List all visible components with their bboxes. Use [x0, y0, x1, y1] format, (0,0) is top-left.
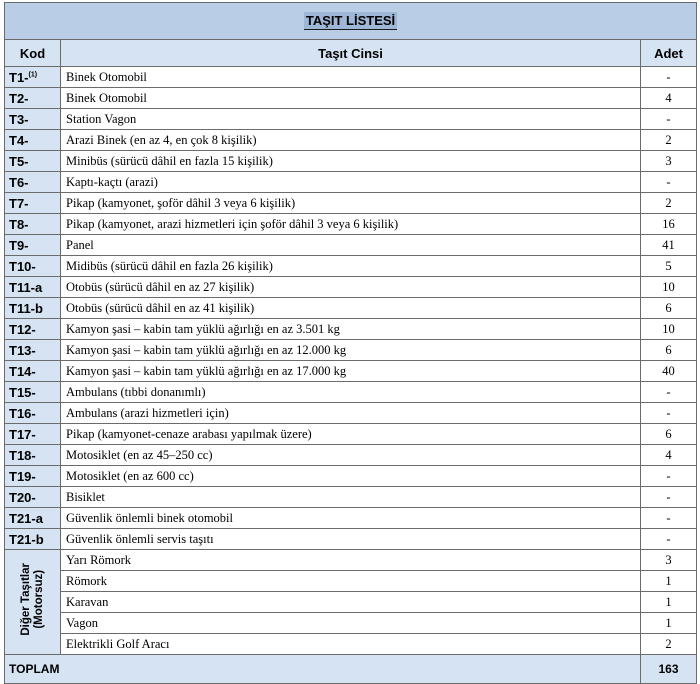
vehicle-code: [5, 235, 61, 256]
table-row: [5, 214, 697, 235]
vehicle-code: [5, 340, 61, 361]
vehicle-code: [5, 508, 61, 529]
vehicle-count: 1: [641, 571, 697, 592]
vehicle-type: Kamyon şasi – kabin tam yüklü ağırlığı en az 3.501 kg: [61, 319, 641, 340]
table-row: [5, 235, 697, 256]
table-row: [5, 319, 697, 340]
vehicle-type: Kamyon şasi – kabin tam yüklü ağırlığı en az 12.000 kg: [61, 340, 641, 361]
vehicle-code: [5, 214, 61, 235]
header-adet: Adet: [641, 40, 697, 67]
table-row: [5, 172, 697, 193]
vehicle-type: Bisiklet: [61, 487, 641, 508]
table-row: [5, 571, 697, 592]
vehicle-code: [5, 298, 61, 319]
vehicle-code-text: T6-: [9, 174, 29, 190]
vehicle-count: 4: [641, 445, 697, 466]
vehicle-type: Pikap (kamyonet-cenaze arabası yapılmak üzere): [61, 424, 641, 445]
header-tasit-cinsi: Taşıt Cinsi: [61, 40, 641, 67]
table-row: [5, 508, 697, 529]
vehicle-type: Otobüs (sürücü dâhil en az 41 kişilik): [61, 298, 641, 319]
vehicle-type: Ambulans (tıbbi donanımlı): [61, 382, 641, 403]
vehicle-type: Güvenlik önlemli servis taşıtı: [61, 529, 641, 550]
vehicle-count: -: [641, 109, 697, 130]
vehicle-type: Ambulans (arazi hizmetleri için): [61, 403, 641, 424]
vehicle-type: Motosiklet (en az 600 cc): [61, 466, 641, 487]
table-row: [5, 445, 697, 466]
vehicle-code: [5, 445, 61, 466]
table-row: [5, 592, 697, 613]
vehicle-type: Motosiklet (en az 45–250 cc): [61, 445, 641, 466]
vehicle-code: [5, 361, 61, 382]
vehicle-count: 6: [641, 340, 697, 361]
vehicle-code: [5, 403, 61, 424]
vehicle-type: Binek Otomobil: [61, 67, 641, 88]
vehicle-count: -: [641, 403, 697, 424]
vehicle-type: Kamyon şasi – kabin tam yüklü ağırlığı en az 17.000 kg: [61, 361, 641, 382]
other-vehicle-rows: [5, 550, 697, 655]
vehicle-type: Arazi Binek (en az 4, en çok 8 kişilik): [61, 130, 641, 151]
vehicle-type: Elektrikli Golf Aracı: [61, 634, 641, 655]
table-row: [5, 382, 697, 403]
vehicle-code-text: T13-: [9, 342, 36, 358]
table-row: [5, 466, 697, 487]
table-title-cell: [5, 3, 697, 40]
table-row: [5, 151, 697, 172]
header-kod: Kod: [5, 40, 61, 67]
vehicle-count: 2: [641, 634, 697, 655]
table-row: [5, 634, 697, 655]
vehicle-code-text: T9-: [9, 237, 29, 253]
vehicle-count: -: [641, 529, 697, 550]
vehicle-code: [5, 193, 61, 214]
vehicle-count: 1: [641, 592, 697, 613]
table-row: [5, 529, 697, 550]
vehicle-code: [5, 529, 61, 550]
vehicle-code-text: T8-: [9, 216, 29, 232]
vehicle-count: 40: [641, 361, 697, 382]
vehicle-count: 2: [641, 193, 697, 214]
table-row: [5, 193, 697, 214]
table-row: [5, 340, 697, 361]
vehicle-code: [5, 382, 61, 403]
vehicle-code: [5, 277, 61, 298]
table-row: [5, 109, 697, 130]
table-row: [5, 424, 697, 445]
vehicle-count: 5: [641, 256, 697, 277]
vehicle-code-text: T7-: [9, 195, 29, 211]
vehicle-type: Kaptı-kaçtı (arazi): [61, 172, 641, 193]
vehicle-type: Vagon: [61, 613, 641, 634]
vehicle-count: 3: [641, 550, 697, 571]
vehicle-list-table: [4, 2, 697, 684]
vehicle-count: 10: [641, 319, 697, 340]
vehicle-type: Panel: [61, 235, 641, 256]
table-row: [5, 130, 697, 151]
vehicle-type: Pikap (kamyonet, arazi hizmetleri için şoför dâhil 3 veya 6 kişilik): [61, 214, 641, 235]
footnote-marker: (1): [28, 71, 38, 79]
table-row: [5, 550, 697, 571]
table-row: [5, 298, 697, 319]
table-row: [5, 361, 697, 382]
vehicle-rows: [5, 67, 697, 550]
vehicle-count: -: [641, 382, 697, 403]
vehicle-count: -: [641, 487, 697, 508]
vehicle-code-text: T20-: [9, 489, 36, 505]
vehicle-code-text: T11-a: [9, 279, 43, 295]
table-row: [5, 613, 697, 634]
vehicle-code-text: T5-: [9, 153, 29, 169]
vehicle-code: [5, 466, 61, 487]
vehicle-code-text: T16-: [9, 405, 36, 421]
vehicle-list-document: [4, 2, 696, 684]
vehicle-code: [5, 88, 61, 109]
vehicle-code-text: T14-: [9, 363, 36, 379]
vehicle-count: 41: [641, 235, 697, 256]
vehicle-code: [5, 67, 61, 88]
vehicle-count: 6: [641, 424, 697, 445]
vehicle-code-text: T21-a: [9, 510, 43, 526]
total-value: 163: [641, 655, 697, 684]
vehicle-code: [5, 319, 61, 340]
vehicle-code: [5, 130, 61, 151]
vehicle-code-text: T4-: [9, 132, 29, 148]
table-title: TAŞIT LİSTESİ: [305, 13, 396, 28]
vehicle-code: [5, 424, 61, 445]
vehicle-count: 4: [641, 88, 697, 109]
vehicle-type: Binek Otomobil: [61, 88, 641, 109]
vehicle-code: [5, 487, 61, 508]
vehicle-code-text: T11-b: [9, 300, 43, 316]
vehicle-code-text: T10-: [9, 258, 36, 274]
table-row: [5, 67, 697, 88]
vehicle-type: Midibüs (sürücü dâhil en fazla 26 kişilik): [61, 256, 641, 277]
vehicle-code: [5, 256, 61, 277]
vehicle-code: [5, 151, 61, 172]
vehicle-count: 10: [641, 277, 697, 298]
vehicle-count: -: [641, 508, 697, 529]
vehicle-count: -: [641, 466, 697, 487]
vehicle-code-text: T2-: [9, 90, 29, 106]
vehicle-type: Karavan: [61, 592, 641, 613]
total-label: TOPLAM: [5, 655, 641, 684]
vehicle-type: Otobüs (sürücü dâhil en az 27 kişilik): [61, 277, 641, 298]
vehicle-type: Güvenlik önlemli binek otomobil: [61, 508, 641, 529]
vehicle-code: [5, 172, 61, 193]
vehicle-type: Station Vagon: [61, 109, 641, 130]
vehicle-code-text: T12-: [9, 321, 36, 337]
vehicle-type: Römork: [61, 571, 641, 592]
vehicle-code-text: T15-: [9, 384, 36, 400]
vehicle-code: [5, 109, 61, 130]
table-row: [5, 277, 697, 298]
vehicle-count: 6: [641, 298, 697, 319]
vehicle-count: -: [641, 172, 697, 193]
table-row: [5, 487, 697, 508]
table-row: [5, 403, 697, 424]
vehicle-code-text: T18-: [9, 447, 36, 463]
group-label-line1: Diğer Taşıtlar: [19, 563, 32, 636]
other-vehicles-group-label: [5, 550, 61, 655]
vehicle-count: 1: [641, 613, 697, 634]
vehicle-code-text: T17-: [9, 426, 36, 442]
vehicle-count: 16: [641, 214, 697, 235]
group-label-vertical: [20, 563, 46, 636]
table-row: [5, 88, 697, 109]
vehicle-code-text: T21-b: [9, 531, 44, 547]
vehicle-count: 3: [641, 151, 697, 172]
vehicle-count: 2: [641, 130, 697, 151]
vehicle-code-text: T1-: [9, 69, 29, 85]
table-row: [5, 256, 697, 277]
vehicle-count: -: [641, 67, 697, 88]
vehicle-type: Pikap (kamyonet, şoför dâhil 3 veya 6 kişilik): [61, 193, 641, 214]
vehicle-type: Minibüs (sürücü dâhil en fazla 15 kişilik): [61, 151, 641, 172]
vehicle-code-text: T3-: [9, 111, 29, 127]
group-label-line2: (Motorsuz): [32, 570, 45, 629]
vehicle-code-text: T19-: [9, 468, 36, 484]
vehicle-type: Yarı Römork: [61, 550, 641, 571]
